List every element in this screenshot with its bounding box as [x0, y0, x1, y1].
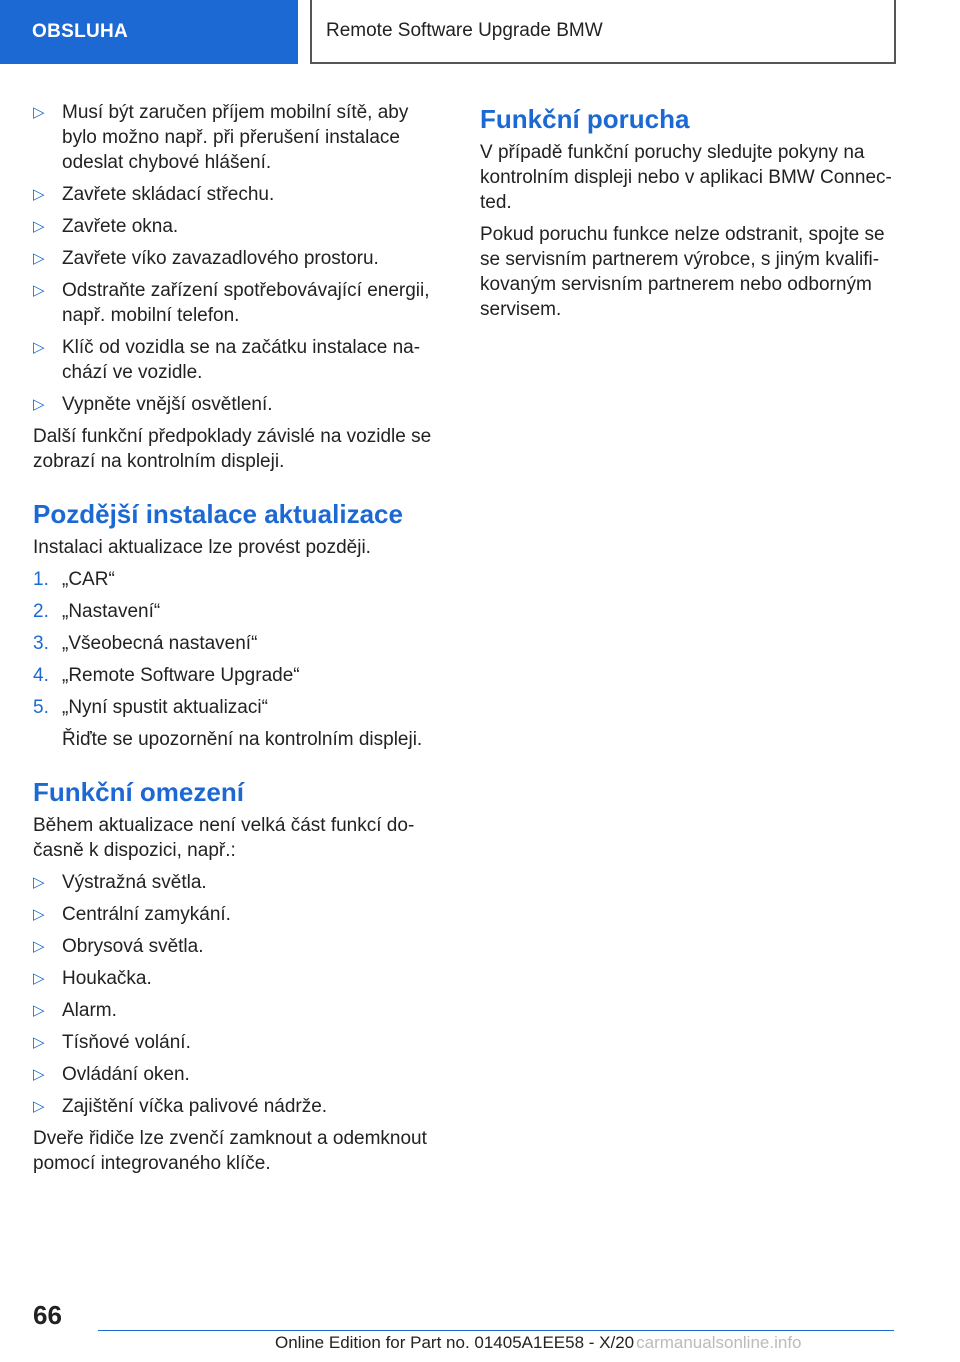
triangle-bullet-icon: ▷ [33, 906, 45, 923]
triangle-bullet-icon: ▷ [33, 250, 45, 267]
triangle-bullet-icon: ▷ [33, 1034, 45, 1051]
triangle-bullet-icon: ▷ [33, 396, 45, 413]
section-heading: Pozdější instalace aktualizace [33, 499, 403, 529]
list-item: ▷ Klíč od vozidla se na začátku instalace nachází ve vozidle. [33, 337, 421, 383]
triangle-bullet-icon: ▷ [33, 1002, 45, 1019]
page-number: 66 [33, 1300, 62, 1330]
list-item: ▷ Houkačka. [33, 968, 152, 989]
list-item: ▷ Vypněte vnější osvětlení. [33, 394, 273, 415]
triangle-bullet-icon: ▷ [33, 970, 45, 987]
paragraph: Instalaci aktualizace lze provést později. [33, 537, 371, 558]
section-heading: Funkční porucha [480, 104, 690, 134]
triangle-bullet-icon: ▷ [33, 938, 45, 955]
triangle-bullet-icon: ▷ [33, 104, 45, 121]
footer [275, 1333, 802, 1353]
triangle-bullet-icon: ▷ [33, 1098, 45, 1115]
triangle-bullet-icon: ▷ [33, 282, 45, 299]
paragraph: Dveře řidiče lze zvenčí zamknout a odemknout pomocí integrovaného klíče. [33, 1128, 427, 1174]
page-header-title: Remote Software Upgrade BMW [310, 0, 896, 64]
triangle-bullet-icon: ▷ [33, 186, 45, 203]
list-item: ▷ Zavřete okna. [33, 216, 179, 237]
list-item: ▷ Centrální zamykání. [33, 904, 231, 925]
list-item: ▷ Tísňové volání. [33, 1032, 191, 1053]
paragraph: V případě funkční poruchy sledujte pokyny na kontrolním displeji nebo v aplikaci BMW Connected. [480, 142, 892, 213]
left-column [33, 100, 448, 1183]
triangle-bullet-icon: ▷ [33, 874, 45, 891]
list-item: ▷ Výstražná světla. [33, 872, 207, 893]
list-item: ▷ Obrysová světla. [33, 936, 204, 957]
step-item: 2. „Nastavení“ [33, 601, 161, 622]
triangle-bullet-icon: ▷ [33, 218, 45, 235]
list-item: ▷ Zavřete víko zavazadlového prostoru. [33, 248, 379, 269]
paragraph: Pokud poruchu funkce nelze odstranit, spojte se se servisním partnerem výrobce, s jiným kvalifikovaným servisním partnerem nebo odborným servisem. [480, 224, 885, 320]
triangle-bullet-icon: ▷ [33, 1066, 45, 1083]
list-item: ▷ Zavřete skládací střechu. [33, 184, 275, 205]
step-item: 5. „Nyní spustit aktualizaci“ [33, 697, 268, 718]
list-item: ▷ Zajištění víčka palivové nádrže. [33, 1096, 328, 1117]
list-item: ▷ Ovládání oken. [33, 1064, 190, 1085]
list-item: ▷ Alarm. [33, 1000, 117, 1021]
step-item: 4. „Remote Software Upgrade“ [33, 665, 300, 686]
paragraph: Během aktualizace není velká část funkcí dočasně k dispozici, např.: [33, 815, 415, 861]
triangle-bullet-icon: ▷ [33, 339, 45, 356]
section-heading: Funkční omezení [33, 777, 244, 807]
footer-rule [98, 1330, 894, 1331]
step-item: 1. „CAR“ [33, 569, 115, 590]
paragraph: Další funkční předpoklady závislé na vozidle se zobrazí na kontrolním displeji. [33, 426, 432, 472]
list-item: ▷ Musí být zaručen příjem mobilní sítě, aby bylo možno např. při přerušení instalace odeslat chybové hlášení. [33, 102, 409, 173]
watermark[interactable]: carmanualsonline.info [636, 1333, 802, 1352]
step-item: 3. „Všeobecná nastavení“ [33, 633, 258, 654]
right-column [480, 100, 900, 329]
list-item: ▷ Odstraňte zařízení spotřebovávající energii, např. mobilní telefon. [33, 280, 430, 326]
step-note: Řiďte se upozornění na kontrolním displeji. [62, 729, 423, 750]
edition-text: Online Edition for Part no. 01405A1EE58 - X/20 [275, 1333, 635, 1352]
section-tab: OBSLUHA [0, 0, 298, 64]
